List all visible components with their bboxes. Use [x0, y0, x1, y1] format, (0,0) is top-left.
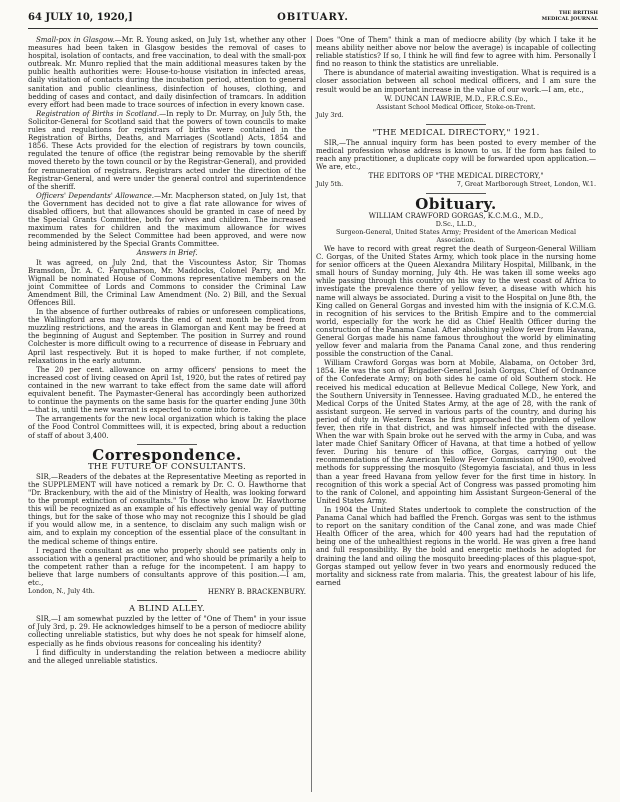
signature-role: Assistant School Medical Officer, Stoke-on-Trent.	[376, 102, 536, 111]
correspondence-heading: Correspondence.	[92, 445, 242, 464]
signature-name: THE EDITORS OF "THE MEDICAL DIRECTORY,"	[368, 172, 544, 181]
right-column	[316, 36, 596, 588]
divider	[426, 193, 486, 194]
paragraph: We have to record with great regret the death of Surgeon-General William C. Gorgas, of the United States Army, which took place in the nursing home for senior officers at the Queen Alexandra Military Hospital, Millbank, in the small hours of Sunday morning, July 4th. He was taken ill some weeks ago while passing through this country on his way to the west coast of Africa to investigate the prevalence there of yellow fever, a disease with which his name will always be associated. During a visit to the Hospital on June 8th, the King called on General Gorgas and invested him with the insignia of K.C.M.G. in recognition of his services to the British Empire and to the commercial world, especially for the work he did as Chief Health Officer during the construction of the Panama Canal. After abolishing yellow fever from Havana, General Gorgas made his name famous throughout the world by eliminating yellow fever and malaria from the Panama Canal zone, and thus rendering possible the construction of the Canal.	[316, 244, 596, 359]
obituary-degrees: D.Sc., LL.D.,	[435, 219, 477, 228]
signature-line: July 5th. 7, Great Marlborough Street, London, W.1.	[316, 180, 596, 189]
paragraph: SIR,—Readers of the debates at the Representative Meeting as reported in the SUPPLEMENT will have noticed a remark by Dr. C. O. Hawthorne that "Dr. Brackenbury, with the aid of the Ministry of Health, was looking forward to the prompt extinction of consultants." To those who know Dr. Hawthorne this will be recognized as an example of his effectively genial way of putting things, but for the sake of those who may not recognize this I should be glad if you would allow me, in a sentence, to disclaim any such malign wish or aim, and to explain my conception of the essential place of the consultant in the medical scheme of things entire.	[28, 472, 306, 546]
signature-date: July 3rd.	[316, 111, 344, 120]
article-title: THE FUTURE OF CONSULTANTS.	[87, 461, 247, 472]
article-title: A BLIND ALLEY.	[128, 604, 206, 615]
section-title: OBITUARY.	[277, 12, 349, 23]
signature: London, N., July 4th. HENRY B. BRACKENBURY.	[28, 587, 306, 597]
column-divider	[311, 36, 312, 792]
paragraph: I find difficulty in understanding the relation between a mediocre ability and the alleged unreliable statistics.	[28, 648, 306, 665]
divider	[137, 444, 197, 445]
answers-heading: Answers in Brief.	[136, 249, 198, 258]
paragraph: The arrangements for the new local organization which is taking the place of the Food Control Committees will, it is expected, bring about a reduction of staff of about 3,400.	[28, 415, 306, 440]
paragraph: In the absence of further outbreaks of rabies or unforeseen complications, the Wallingford area may towards the end of next month be freed from muzzling restrictions, and the areas in Glamorgan and Kent may be freed at the beginning of August and September. The position in Surrey and round Colchester is more difficult owing to a recurrence of disease in February and April last respectively. But it is hoped to make further, if not complete, relaxations in the early autumn.	[28, 308, 306, 365]
signature-name: W. DUNCAN LAWRIE, M.D., F.R.C.S.Ed.,	[384, 94, 528, 103]
paragraph: Does "One of Them" think a man of mediocre ability (by which I take it he means ability neither above nor below the average) is incapable of collecting reliable statistics? If so, I think he will find few to agree with him. Personally I find no reason to think the statistics are unreliable.	[316, 36, 596, 69]
paragraph: Small-pox in Glasgow.—Mr. R. Young asked, on July 1st, whether any other measures had been taken in Glasgow besides the removal of cases to hospital, isolation of contacts, and free vaccination, to deal with the small-pox outbreak. Mr. Munro replied that the main additional measures taken by the public health authorities were: House-to-house visitation in infected areas, daily visitation of contacts during the incubation period, attention to general sanitation and public cleanliness, disinfection of houses, clothing, and bedding of cases and contact, and daily disinfection of tramcars. In addition every effort had been made to trace sources of infection in every known case.	[28, 36, 307, 109]
paragraph: The 20 per cent. allowance on army officers' pensions to meet the increased cost of living ceased on April 1st, 1920, but the rates of retired pay contained in the new warrant to take effect from the same date will afford equivalent benefit. The Paymaster-General has accordingly been authorized to continue the payments on the same basis for the quarter ending June 30th—that is, until the new warrant is expected to come into force.	[28, 365, 306, 415]
paragraph: There is abundance of material awaiting investigation. What is required is a closer association between all school medical officers, and I am sure the result would be an important increase in the value of our work.—I am, etc.,	[316, 69, 596, 94]
paragraph: I regard the consultant as one who properly should see patients only in association with a general practitioner, and who should be primarily a help to the competent rather than a refuge for the incompetent. I am happy to believe that large numbers of consultants approve of this position.—I am, etc.,	[28, 546, 306, 587]
paragraph: Registration of Births in Scotland.—In reply to Dr. Murray, on July 5th, the Solicitor-General for Scotland said that the powers of town councils to make rules and regulations for registrars of births were contained in the Registration of Births, Deaths, and Marriages (Scotland) Acts, 1854 and 1856. These Acts provided for the election of registrars by town councils, regulated the tenure of office (the registrar being removable by the sheriff moved thereto by the town council or by the Registrar-General), and provided for remuneration of registrars. Registrars acted under the direction of the Registrar-General, and were under the general control and superintendence of the sheriff.	[28, 109, 306, 191]
page-date: 64 JULY 10, 1920,]	[28, 12, 133, 23]
page-header	[28, 10, 598, 29]
divider	[426, 124, 486, 125]
divider	[137, 600, 197, 601]
paragraph: SIR,—I am somewhat puzzled by the letter of "One of Them" in your issue of July 3rd, p. 29. He acknowledges himself to be a person of mediocre ability collecting unreliable statistics, but why does he not speak for himself alone, especially as he finds obvious reasons for concealing his identity?	[28, 615, 306, 648]
paragraph: William Crawford Gorgas was born at Mobile, Alabama, on October 3rd, 1854. He was the son of Brigadier-General Josiah Gorgas, Chief of Ordnance of the Confederate Army; on both sides he came of old Southern stock. He received his medical education at Bellevue Medical College, New York, and the Southern University in Tennessee. Having graduated M.D., he entered the Medical Corps of the United States Army, at the age of 28, with the rank of assistant surgeon. He served in various parts of the country, and during his period of duty in Western Texas he first approached the problem of yellow fever, then rife in that district, and was himself infected with the disease. When the war with Spain broke out he served with the army in Cuba, and was later made Chief Sanitary Officer of Havana, at that time a hotbed of yellow fever. During his tenure of this office, Gorgas, carrying out the recommendations of the American Yellow Fever Commission of 1900, evolved methods for suppressing the mosquito (Stegomyia fasciata), and thus in less than a year freed Havana from yellow fever for the first time in history. In recognition of this work a special Act of Congress was passed promoting him to the rank of Colonel, and appointing him Assistant Surgeon-General of the United States Army.	[316, 359, 596, 505]
obituary-name: WILLIAM CRAWFORD GORGAS, K.C.M.G., M.D.,	[368, 211, 544, 220]
obituary-heading: Obituary.	[415, 194, 497, 213]
paragraph: It was agreed, on July 2nd, that the Viscountess Astor, Sir Thomas Bramsdon, Dr. A. C. Farquharson, Mr. Maddocks, Colonel Parry, and Mr. Wignall be nominated House of Commons representative members on the joint Committee of Lords and Commons to consider the Criminal Law Amendment Bill, the Criminal Law Amendment (No. 2) Bill, and the Sexual Offences Bill.	[28, 258, 306, 307]
paragraph: In 1904 the United States undertook to complete the construction of the Panama Canal which had baffled the French. Gorgas was sent to the isthmus to report on the sanitary condition of the Canal zone, and was made Chief Health Officer of the area, which for 400 years had had the reputation of being one of the unhealthiest regions in the world. He was given a free hand and full responsibility. By the bold and energetic methods he adopted for draining the land and oiling the mosquito breeding-places of this plague-spot, Gorgas stamped out yellow fever in two years and enormously reduced the mortality and sickness rate from malaria. This, the greatest labour of his life, earned	[316, 505, 596, 587]
paragraph: SIR,—The annual inquiry form has been posted to every member of the medical profession whose address is known to us. If the form has failed to reach any practitioner, a duplicate copy will be forwarded upon application.—We are, etc.,	[316, 138, 596, 171]
obituary-role: Surgeon-General, United States Army; President of the American Medical Association.	[335, 228, 577, 244]
article-title: "THE MEDICAL DIRECTORY," 1921.	[372, 127, 540, 138]
journal-name: THE BRITISH MEDICAL JOURNAL	[541, 10, 598, 22]
paragraph: Officers' Dependants' Allowance.—Mr. Macpherson stated, on July 1st, that the Government has decided not to give a flat rate allowance for wives of disabled officers, but that allowances should be granted in case of need by the Special Grants Committee, both for wives and children. The increased maximum rates for children and the maximum allowance for wives recommended by the Select Committee had been approved, and were now being administered by the Special Grants Committee.	[28, 191, 306, 249]
left-column	[28, 36, 306, 666]
